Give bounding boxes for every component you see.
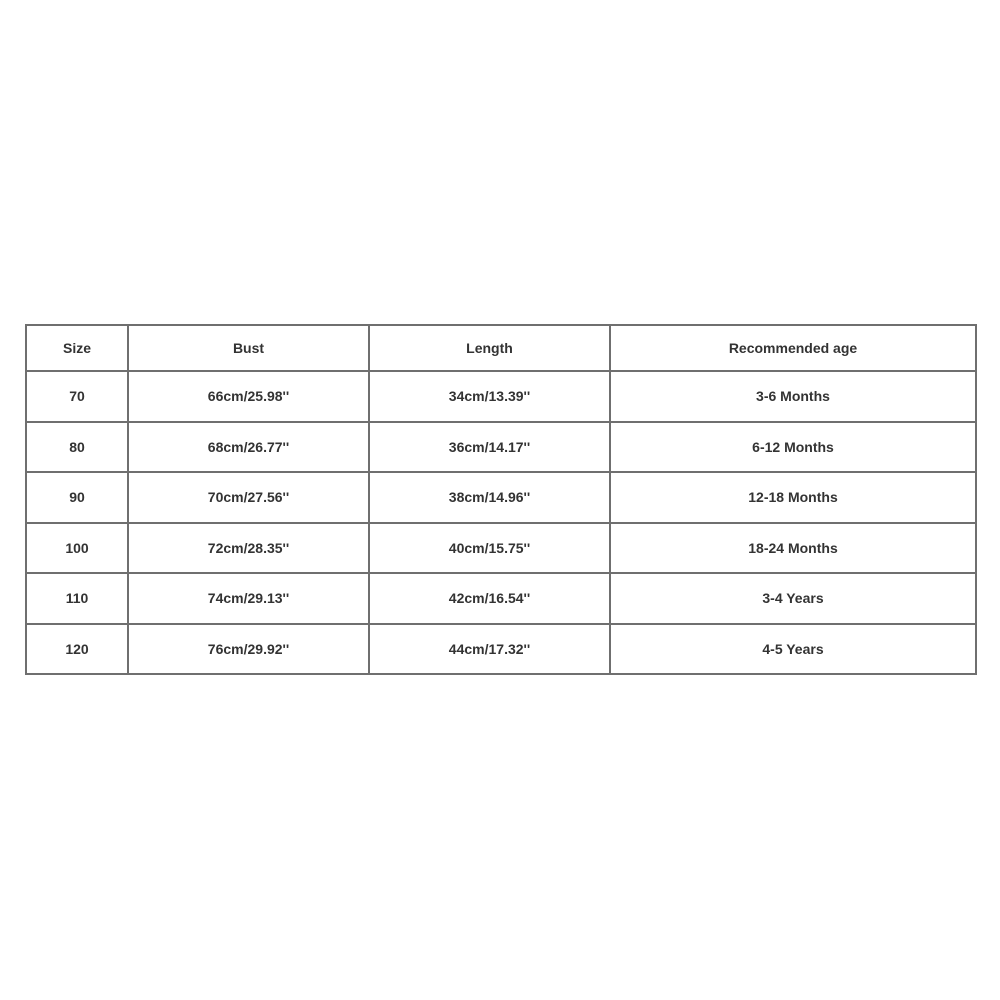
- header-length: Length: [369, 325, 610, 371]
- cell-size: 80: [26, 422, 128, 473]
- cell-recommended-age: 18-24 Months: [610, 523, 976, 574]
- cell-recommended-age: 4-5 Years: [610, 624, 976, 675]
- cell-bust: 72cm/28.35'': [128, 523, 369, 574]
- header-bust: Bust: [128, 325, 369, 371]
- cell-recommended-age: 3-6 Months: [610, 371, 976, 422]
- cell-length: 40cm/15.75'': [369, 523, 610, 574]
- cell-length: 42cm/16.54'': [369, 573, 610, 624]
- cell-size: 70: [26, 371, 128, 422]
- header-recommended-age: Recommended age: [610, 325, 976, 371]
- cell-length: 36cm/14.17'': [369, 422, 610, 473]
- cell-size: 120: [26, 624, 128, 675]
- cell-bust: 76cm/29.92'': [128, 624, 369, 675]
- header-size: Size: [26, 325, 128, 371]
- cell-size: 90: [26, 472, 128, 523]
- cell-recommended-age: 3-4 Years: [610, 573, 976, 624]
- table-row: [26, 472, 976, 523]
- cell-recommended-age: 6-12 Months: [610, 422, 976, 473]
- table-row: [26, 573, 976, 624]
- table-row: [26, 422, 976, 473]
- cell-bust: 70cm/27.56'': [128, 472, 369, 523]
- cell-size: 110: [26, 573, 128, 624]
- cell-bust: 66cm/25.98'': [128, 371, 369, 422]
- cell-length: 38cm/14.96'': [369, 472, 610, 523]
- size-chart-table: [25, 324, 977, 675]
- cell-length: 34cm/13.39'': [369, 371, 610, 422]
- cell-recommended-age: 12-18 Months: [610, 472, 976, 523]
- table-row: [26, 624, 976, 675]
- table-row: [26, 371, 976, 422]
- cell-bust: 74cm/29.13'': [128, 573, 369, 624]
- cell-size: 100: [26, 523, 128, 574]
- cell-length: 44cm/17.32'': [369, 624, 610, 675]
- cell-bust: 68cm/26.77'': [128, 422, 369, 473]
- table-row: [26, 523, 976, 574]
- table-header-row: [26, 325, 976, 371]
